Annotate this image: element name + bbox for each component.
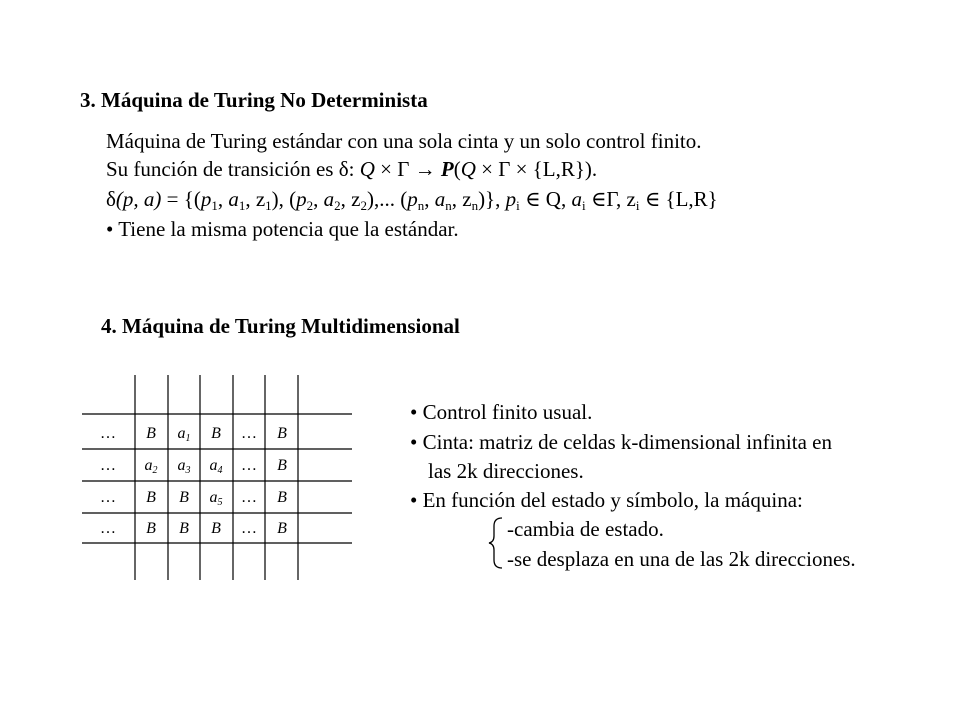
ellipsis-r1-1: … (100, 425, 116, 442)
grid-cell-r4-c3: B (211, 520, 221, 537)
ellipsis-r4-1: … (100, 520, 116, 537)
sub-bullet-desplaza: -se desplaza en una de las 2k direcciones. (507, 547, 856, 571)
section-3-heading: 3. Máquina de Turing No Determinista (80, 88, 428, 112)
section-3-line-1: Máquina de Turing estándar con una sola cinta y un solo control finito. (106, 129, 702, 153)
ellipsis-r2-2: … (241, 457, 257, 474)
bullet-funcion: • En función del estado y símbolo, la máquina: (410, 488, 803, 512)
section-3-line-4: • Tiene la misma potencia que la estándar. (106, 217, 459, 241)
grid-cell-r2-c2: a3 (177, 457, 191, 476)
ellipsis-r3-2: … (241, 489, 257, 506)
ellipsis-r1-2: … (241, 425, 257, 442)
grid-cell-r4-c1: B (146, 520, 156, 537)
grid-lines (82, 375, 352, 580)
brace-icon (488, 514, 504, 572)
bullet-cinta-cont: las 2k direcciones. (428, 459, 584, 483)
grid-cell-r2-c1: a2 (144, 457, 158, 476)
grid-cell-r1-c2: a1 (177, 425, 191, 444)
grid-cell-r3-c4: B (277, 489, 287, 506)
section-4-heading: 4. Máquina de Turing Multidimensional (101, 314, 460, 338)
ellipsis-r4-2: … (241, 520, 257, 537)
bullet-cinta: • Cinta: matriz de celdas k-dimensional infinita en (410, 430, 832, 454)
grid-cell-r2-c3: a4 (209, 457, 223, 476)
grid-cell-r3-c3: a5 (209, 489, 223, 508)
grid-cell-r1-c1: B (146, 425, 156, 442)
grid-cell-r1-c3: B (211, 425, 221, 442)
grid-cell-r2-c4: B (277, 457, 287, 474)
grid-cell-r4-c2: B (179, 520, 189, 537)
section-3-line-3: δ(p, $a) = \{(p_1$, $a_1$, $z_1$), ($p_2$, $a_2$, $z_2$),... ($p_n$, $a_n$, $z_n$)}, $p_i$ ∈ Q, $a_i$ ∈Γ, $z_i$ ∈ {L,R} (106, 187, 718, 213)
grid-cell-r4-c4: B (277, 520, 287, 537)
bullet-control: • Control finito usual. (410, 400, 593, 424)
sub-bullet-cambia: -cambia de estado. (507, 517, 664, 541)
grid-cell-r1-c4: B (277, 425, 287, 442)
section-3-line-2: Su función de transición es δ: Q × Γ → P(Q × Γ × {L,R}). (106, 157, 598, 181)
grid-cell-r3-c1: B (146, 489, 156, 506)
ellipsis-r2-1: … (100, 457, 116, 474)
grid-cell-r3-c2: B (179, 489, 189, 506)
ellipsis-r3-1: … (100, 489, 116, 506)
